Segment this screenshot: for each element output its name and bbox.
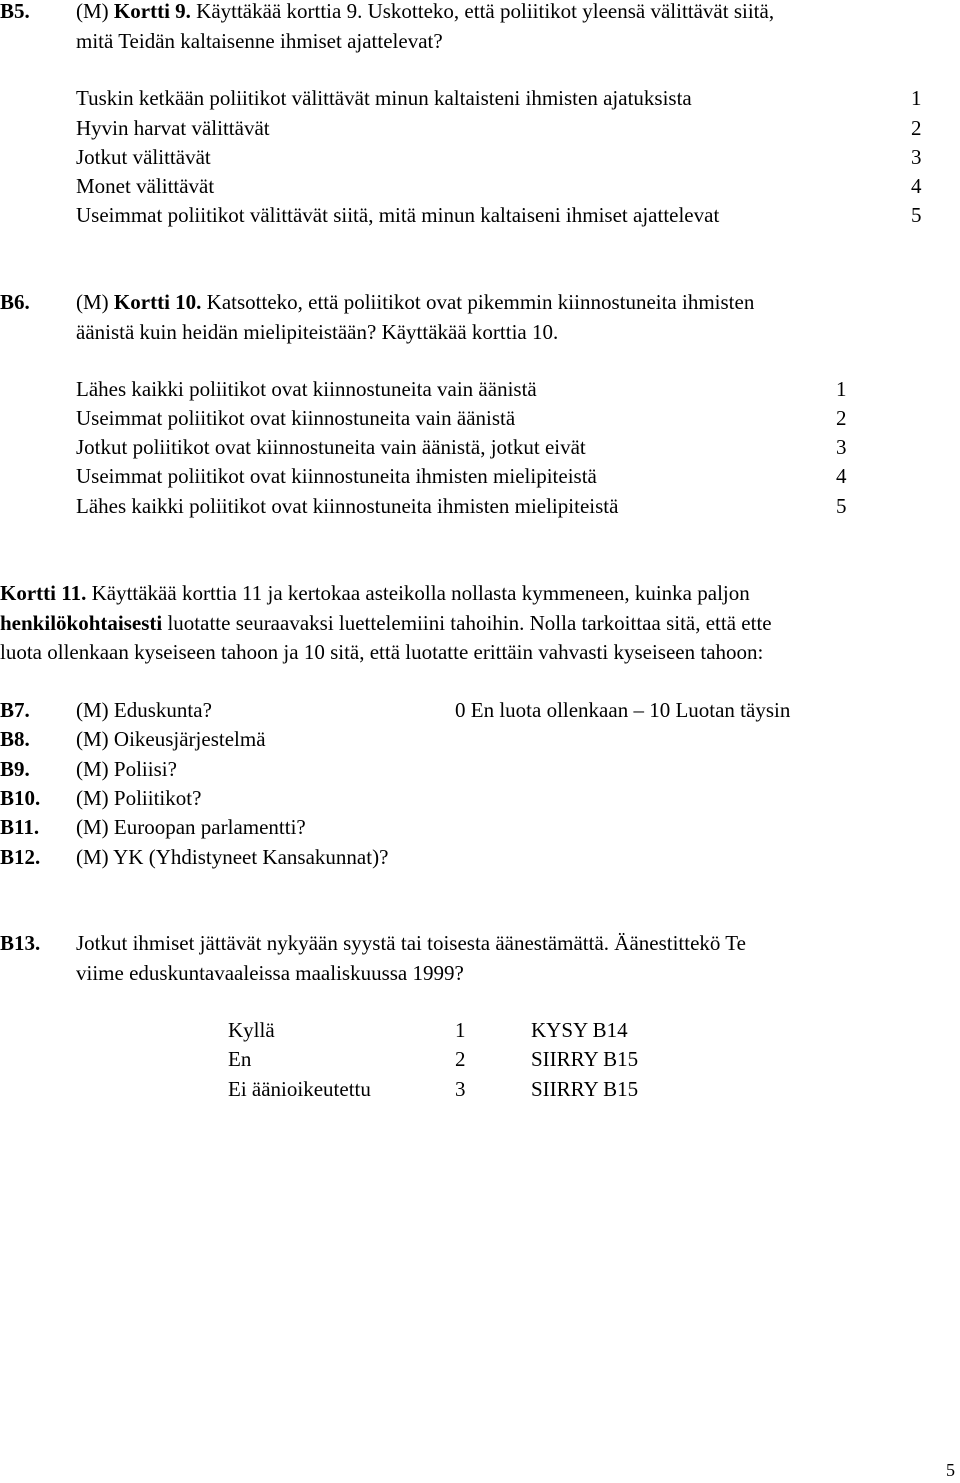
question-text bbox=[76, 1, 774, 22]
card-reference: Kortti 11. bbox=[0, 581, 87, 605]
question-number: B8. bbox=[0, 727, 30, 751]
option-label: Hyvin harvat välittävät bbox=[76, 116, 270, 140]
option-label: Lähes kaikki poliitikot ovat kiinnostuneita vain äänistä bbox=[76, 377, 537, 401]
question-number: B11. bbox=[0, 815, 40, 839]
option-code: 5 bbox=[836, 494, 847, 518]
question-number: B10. bbox=[0, 786, 41, 810]
question-text: (M) Oikeusjärjestelmä bbox=[76, 727, 266, 751]
modifier: (M) bbox=[76, 0, 114, 23]
option-label: Useimmat poliitikot välittävät siitä, mitä minun kaltaiseni ihmiset ajattelevat bbox=[76, 203, 720, 227]
instruction-line: Käyttäkää korttia 11 ja kertokaa asteikolla nollasta kymmeneen, kuinka paljon bbox=[86, 581, 750, 605]
option-code: 1 bbox=[455, 1018, 466, 1042]
question-number: B6. bbox=[0, 290, 30, 314]
question-line: Käyttäkää korttia 9. Uskotteko, että poliitikot yleensä välittävät siitä, bbox=[190, 0, 775, 23]
option-code: 3 bbox=[455, 1077, 466, 1101]
question-text: äänistä kuin heidän mielipiteistään? Käyttäkää korttia 10. bbox=[76, 320, 559, 344]
option-code: 5 bbox=[911, 203, 922, 227]
option-code: 1 bbox=[911, 86, 922, 110]
option-label: Jotkut välittävät bbox=[76, 145, 211, 169]
option-label: Kyllä bbox=[228, 1018, 275, 1042]
option-code: 4 bbox=[836, 464, 847, 488]
question-text: (M) Eduskunta? bbox=[76, 698, 212, 722]
question-number: B7. bbox=[0, 698, 30, 722]
instruction-text: luota ollenkaan kyseiseen tahoon ja 10 sitä, että luotatte erittäin vahvasti kyseiseen tahoon: bbox=[0, 640, 764, 664]
option-label: Lähes kaikki poliitikot ovat kiinnostuneita ihmisten mielipiteistä bbox=[76, 494, 619, 518]
page-number: 5 bbox=[946, 1460, 955, 1480]
option-label: Tuskin ketkään poliitikot välittävät minun kaltaisteni ihmisten ajatuksista bbox=[76, 86, 692, 110]
question-number: B12. bbox=[0, 845, 41, 869]
card-reference: Kortti 9. bbox=[113, 0, 191, 23]
option-code: 2 bbox=[455, 1047, 466, 1071]
question-text: mitä Teidän kaltaisenne ihmiset ajattelevat? bbox=[76, 29, 443, 53]
routing-instruction: SIIRRY B15 bbox=[531, 1047, 639, 1071]
routing-instruction: SIIRRY B15 bbox=[531, 1077, 639, 1101]
option-code: 3 bbox=[836, 435, 847, 459]
scale-description: 0 En luota ollenkaan – 10 Luotan täysin bbox=[455, 698, 791, 722]
routing-instruction: KYSY B14 bbox=[531, 1018, 628, 1042]
question-line: Katsotteko, että poliitikot ovat pikemmin kiinnostuneita ihmisten bbox=[201, 290, 755, 314]
modifier: (M) bbox=[76, 290, 114, 314]
option-code: 2 bbox=[911, 116, 922, 140]
question-number: B9. bbox=[0, 757, 30, 781]
question-text: (M) Euroopan parlamentti? bbox=[76, 815, 306, 839]
option-code: 3 bbox=[911, 145, 922, 169]
option-label: En bbox=[228, 1047, 252, 1071]
question-text: (M) Poliitikot? bbox=[76, 786, 202, 810]
question-number: B5. bbox=[0, 0, 30, 23]
option-label: Jotkut poliitikot ovat kiinnostuneita vain äänistä, jotkut eivät bbox=[76, 435, 586, 459]
option-code: 2 bbox=[836, 406, 847, 430]
option-label: Useimmat poliitikot ovat kiinnostuneita ihmisten mielipiteistä bbox=[76, 464, 597, 488]
option-code: 1 bbox=[836, 377, 847, 401]
option-label: Useimmat poliitikot ovat kiinnostuneita vain äänistä bbox=[76, 406, 516, 430]
card-reference: Kortti 10. bbox=[113, 290, 202, 314]
question-text: (M) Poliisi? bbox=[76, 757, 177, 781]
question-text: (M) YK (Yhdistyneet Kansakunnat)? bbox=[76, 845, 389, 869]
instruction-text bbox=[0, 583, 750, 604]
question-number: B13. bbox=[0, 931, 41, 955]
option-label: Monet välittävät bbox=[76, 174, 215, 198]
question-text bbox=[76, 292, 754, 313]
question-text: Jotkut ihmiset jättävät nykyään syystä tai toisesta äänestämättä. Äänestittekö Te bbox=[76, 931, 746, 955]
option-code: 4 bbox=[911, 174, 922, 198]
instruction-line: luotatte seuraavaksi luettelemiini tahoihin. Nolla tarkoittaa sitä, että ette bbox=[162, 611, 772, 635]
question-text: viime eduskuntavaaleissa maaliskuussa 1999? bbox=[76, 961, 464, 985]
option-label: Ei äänioikeutettu bbox=[228, 1077, 371, 1101]
emphasis: henkilökohtaisesti bbox=[0, 611, 163, 635]
instruction-text bbox=[0, 613, 772, 634]
